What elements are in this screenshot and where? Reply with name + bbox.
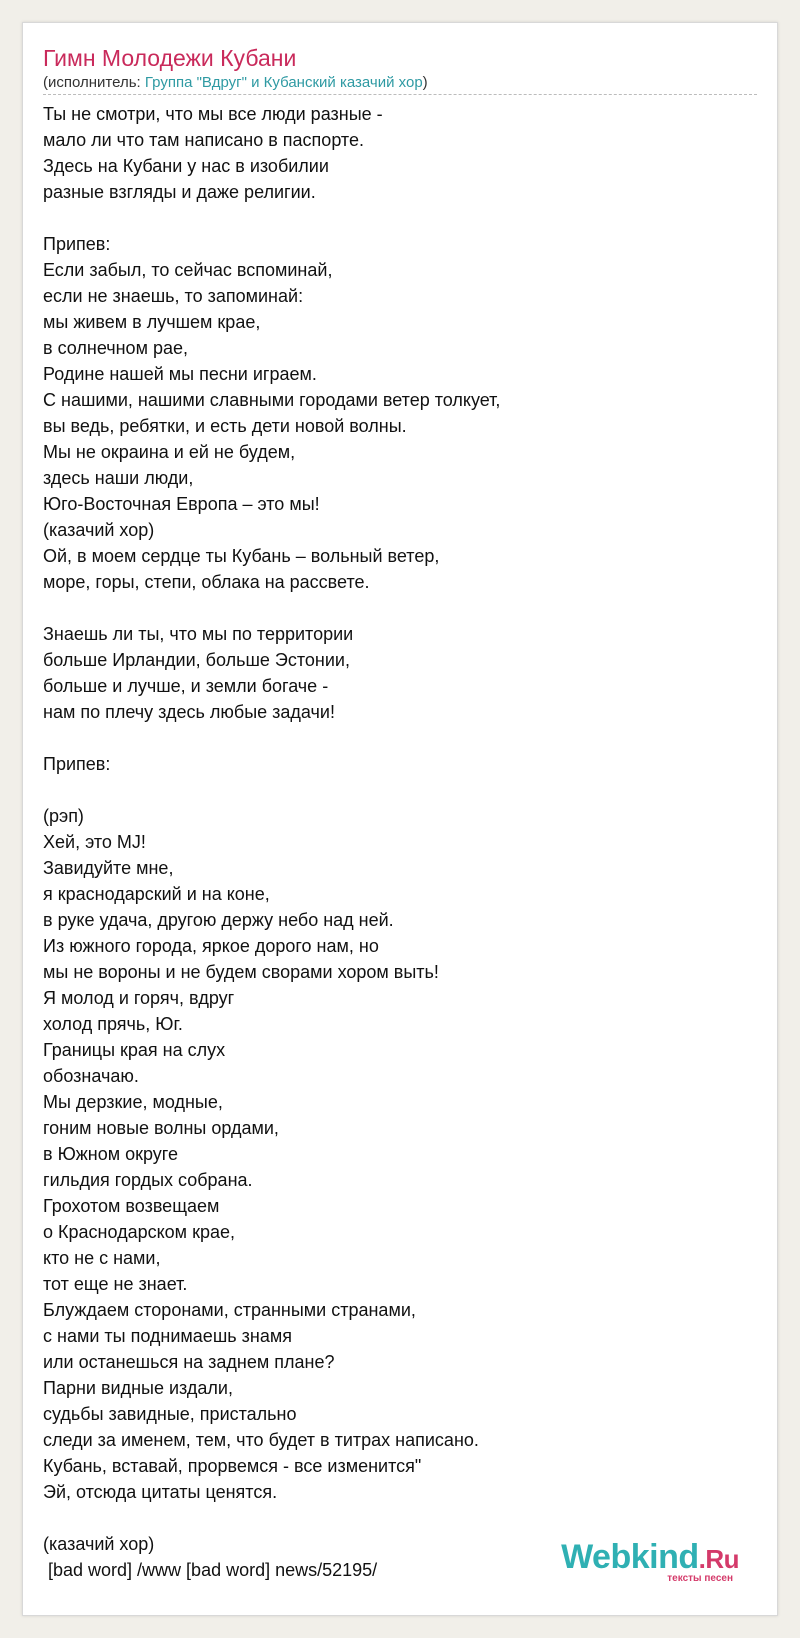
lyric-line — [43, 1505, 757, 1531]
lyric-line: обозначаю. — [43, 1066, 139, 1086]
lyric-line: судьбы завидные, пристально — [43, 1404, 297, 1424]
lyric-line: Кубань, вставай, прорвемся - все изменится" — [43, 1456, 422, 1476]
webkind-logo[interactable] — [539, 1537, 739, 1587]
lyric-line: больше Ирландии, больше Эстонии, — [43, 650, 350, 670]
song-title: Гимн Молодежи Кубани — [43, 45, 297, 71]
lyric-line: разные взгляды и даже религии. — [43, 182, 316, 202]
lyric-line: Границы края на слух — [43, 1040, 226, 1060]
artist-suffix: ) — [422, 74, 428, 91]
lyric-line: больше и лучше, и земли богаче - — [43, 676, 329, 696]
lyric-line: Припев: — [43, 754, 111, 774]
lyric-line: если не знаешь, то запоминай: — [43, 286, 304, 306]
lyric-line: (казачий хор) — [43, 1534, 155, 1554]
lyric-line: мы не вороны и не будем сворами хором выть! — [43, 962, 439, 982]
lyric-line: Припев: — [43, 234, 111, 254]
lyric-line: в Южном округе — [43, 1144, 178, 1164]
lyric-line: Юго-Восточная Европа – это мы! — [43, 494, 320, 514]
lyric-line — [43, 777, 757, 803]
lyrics-text — [43, 101, 757, 1583]
lyric-line: холод прячь, Юг. — [43, 1014, 183, 1034]
lyric-line: в руке удача, другою держу небо над ней. — [43, 910, 394, 930]
lyric-line: здесь наши люди, — [43, 468, 194, 488]
lyric-line: с нами ты поднимаешь знамя — [43, 1326, 292, 1346]
lyric-line: Мы не окраина и ей не будем, — [43, 442, 296, 462]
lyric-line: С нашими, нашими славными городами ветер толкует, — [43, 390, 501, 410]
lyric-line: (казачий хор) — [43, 520, 155, 540]
lyric-line: Эй, отсюда цитаты ценятся. — [43, 1482, 278, 1502]
lyric-line: мало ли что там написано в паспорте. — [43, 130, 364, 150]
lyric-line: Здесь на Кубани у нас в изобилии — [43, 156, 329, 176]
logo-name: Webkind — [561, 1538, 699, 1576]
lyric-line: Ты не смотри, что мы все люди разные - — [43, 104, 383, 124]
lyric-line — [43, 725, 757, 751]
lyric-line: Я молод и горяч, вдруг — [43, 988, 235, 1008]
lyric-line: Парни видные издали, — [43, 1378, 233, 1398]
lyric-line: Мы дерзкие, модные, — [43, 1092, 223, 1112]
artist-prefix: (исполнитель: — [43, 74, 145, 91]
lyric-line: Грохотом возвещаем — [43, 1196, 220, 1216]
lyric-line: Завидуйте мне, — [43, 858, 174, 878]
lyric-line: Ой, в моем сердце ты Кубань – вольный ветер, — [43, 546, 440, 566]
lyric-line: Если забыл, то сейчас вспоминай, — [43, 260, 333, 280]
lyric-line: о Краснодарском крае, — [43, 1222, 235, 1242]
lyrics-card — [22, 22, 778, 1616]
lyric-line: Знаешь ли ты, что мы по территории — [43, 624, 354, 644]
lyric-line: Из южного города, яркое дорого нам, но — [43, 936, 379, 956]
lyric-line — [43, 205, 757, 231]
lyric-line: море, горы, степи, облака на рассвете. — [43, 572, 370, 592]
lyric-line: я краснодарский и на коне, — [43, 884, 270, 904]
lyric-line: гильдия гордых собрана. — [43, 1170, 253, 1190]
lyric-line: следи за именем, тем, что будет в титрах написано. — [43, 1430, 479, 1450]
lyric-line: мы живем в лучшем крае, — [43, 312, 261, 332]
lyric-line: тот еще не знает. — [43, 1274, 188, 1294]
lyric-line: кто не с нами, — [43, 1248, 161, 1268]
lyric-line: вы ведь, ребятки, и есть дети новой волны. — [43, 416, 407, 436]
lyric-line: гоним новые волны ордами, — [43, 1118, 279, 1138]
artist-link[interactable]: Группа "Вдруг" и Кубанский казачий хор — [144, 74, 423, 91]
lyric-line — [43, 595, 757, 621]
song-header — [43, 43, 757, 95]
lyric-line: (рэп) — [43, 806, 84, 826]
lyric-line: Блуждаем сторонами, странными странами, — [43, 1300, 416, 1320]
lyric-line: Родине нашей мы песни играем. — [43, 364, 317, 384]
logo-tagline: тексты песен — [667, 1573, 733, 1584]
lyric-line: Хей, это MJ! — [43, 832, 146, 852]
artist-line — [43, 73, 757, 95]
logo-tld: .Ru — [698, 1544, 739, 1574]
lyric-line: в солнечном рае, — [43, 338, 188, 358]
lyric-line: или останешься на заднем плане? — [43, 1352, 335, 1372]
lyric-line: нам по плечу здесь любые задачи! — [43, 702, 335, 722]
lyric-line: [bad word] /www [bad word] news/52195/ — [43, 1560, 378, 1580]
